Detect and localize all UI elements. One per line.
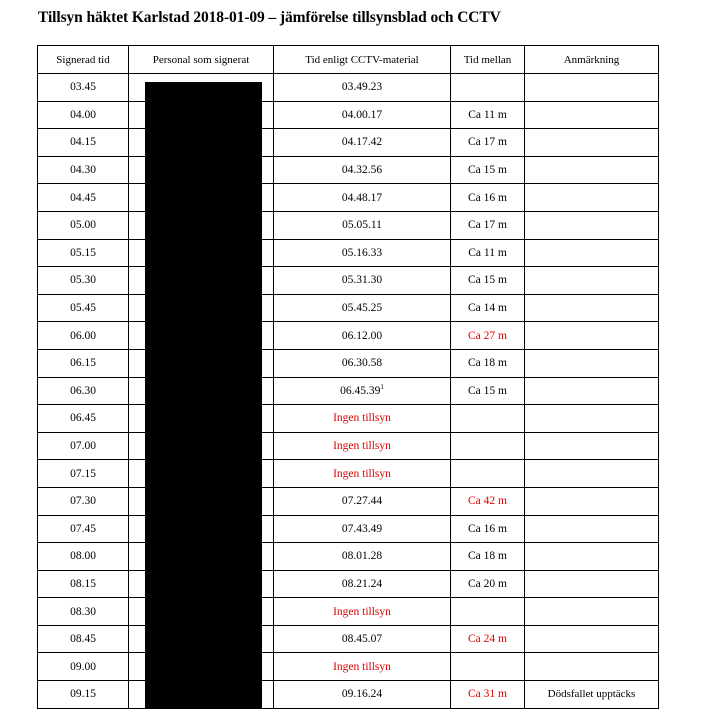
time-between-cell: Ca 27 m <box>451 322 525 350</box>
signed-time-cell: 06.00 <box>38 322 129 350</box>
header-cctv-time: Tid enligt CCTV-material <box>274 46 451 74</box>
cctv-time-cell <box>274 349 451 377</box>
remark-cell <box>525 598 659 626</box>
cctv-time-cell <box>274 322 451 350</box>
cctv-time-value: 04.17.42 <box>341 136 383 149</box>
signed-time-cell: 08.00 <box>38 543 129 571</box>
remark-cell <box>525 460 659 488</box>
time-between-cell: Ca 20 m <box>451 570 525 598</box>
signed-time-cell: 05.15 <box>38 239 129 267</box>
signed-time-cell: 03.45 <box>38 74 129 102</box>
signed-time-cell: 09.00 <box>38 653 129 681</box>
table-row <box>38 681 659 709</box>
cctv-time-value: 04.32.56 <box>341 164 383 177</box>
table-row <box>38 570 659 598</box>
cctv-time-cell <box>274 156 451 184</box>
remark-cell <box>525 101 659 129</box>
time-between-cell <box>451 74 525 102</box>
table-row <box>38 294 659 322</box>
cctv-time-value: 07.27.44 <box>341 495 383 508</box>
cctv-time-value: 05.05.11 <box>342 219 382 232</box>
time-between-cell <box>451 653 525 681</box>
time-between-cell: Ca 16 m <box>451 515 525 543</box>
remark-cell <box>525 487 659 515</box>
cctv-time-value: 08.01.28 <box>341 550 383 563</box>
signed-time-cell: 04.15 <box>38 129 129 157</box>
table-row <box>38 377 659 405</box>
cctv-time-value: 04.00.17 <box>341 108 383 121</box>
cctv-time-cell <box>274 377 451 405</box>
signed-time-cell: 06.15 <box>38 349 129 377</box>
cctv-time-cell <box>274 74 451 102</box>
cctv-time-value: 06.12.00 <box>341 329 383 342</box>
table-row <box>38 129 659 157</box>
remark-cell <box>525 156 659 184</box>
remark-cell <box>525 377 659 405</box>
table-row <box>38 267 659 295</box>
remark-cell <box>525 294 659 322</box>
signed-time-cell: 08.15 <box>38 570 129 598</box>
table-row <box>38 487 659 515</box>
remark-cell <box>525 515 659 543</box>
signed-time-cell: 04.00 <box>38 101 129 129</box>
cctv-time-cell <box>274 598 451 626</box>
signed-time-cell: 05.00 <box>38 211 129 239</box>
cctv-time-cell <box>274 570 451 598</box>
remark-cell <box>525 405 659 433</box>
time-between-cell: Ca 16 m <box>451 184 525 212</box>
remark-cell: Dödsfallet upptäcks <box>525 681 659 709</box>
time-between-cell <box>451 405 525 433</box>
signed-time-cell: 06.45 <box>38 405 129 433</box>
cctv-time-value: Ingen tillsyn <box>333 660 391 673</box>
table-row <box>38 515 659 543</box>
cctv-time-value: 05.31.30 <box>341 274 383 287</box>
cctv-time-value: 06.30.58 <box>341 357 383 370</box>
cctv-time-value: 08.45.07 <box>341 633 383 646</box>
cctv-time-cell <box>274 294 451 322</box>
remark-cell <box>525 74 659 102</box>
cctv-time-cell <box>274 543 451 571</box>
remark-cell <box>525 570 659 598</box>
signed-time-cell: 07.15 <box>38 460 129 488</box>
time-between-cell: Ca 11 m <box>451 101 525 129</box>
remark-cell <box>525 239 659 267</box>
remark-cell <box>525 432 659 460</box>
cctv-time-cell <box>274 405 451 433</box>
cctv-time-cell <box>274 129 451 157</box>
cctv-time-value: 09.16.24 <box>341 688 383 701</box>
time-between-cell: Ca 14 m <box>451 294 525 322</box>
cctv-time-cell <box>274 625 451 653</box>
table-row <box>38 625 659 653</box>
supervision-table <box>37 45 659 709</box>
remark-cell <box>525 543 659 571</box>
cctv-time-value: 05.16.33 <box>341 246 383 259</box>
document-title: Tillsyn häktet Karlstad 2018-01-09 – jämförelse tillsynsblad och CCTV <box>38 9 501 26</box>
signed-time-cell: 08.30 <box>38 598 129 626</box>
table-row <box>38 432 659 460</box>
cctv-time-cell <box>274 211 451 239</box>
time-between-cell <box>451 432 525 460</box>
table-row <box>38 543 659 571</box>
cctv-time-value: Ingen tillsyn <box>333 605 391 618</box>
header-signing-staff: Personal som signerat <box>129 46 274 74</box>
table-row <box>38 211 659 239</box>
remark-cell <box>525 211 659 239</box>
cctv-time-cell <box>274 653 451 681</box>
table-header-row <box>38 46 659 74</box>
cctv-time-value: 03.49.23 <box>341 81 383 94</box>
signed-time-cell: 07.00 <box>38 432 129 460</box>
time-between-cell <box>451 460 525 488</box>
table-row <box>38 74 659 102</box>
redaction-bar <box>145 82 262 708</box>
table-body <box>38 74 659 709</box>
table-row <box>38 460 659 488</box>
remark-cell <box>525 129 659 157</box>
table-row <box>38 184 659 212</box>
header-signed-time: Signerad tid <box>38 46 129 74</box>
signed-time-cell: 07.45 <box>38 515 129 543</box>
remark-cell <box>525 625 659 653</box>
signed-time-cell: 06.30 <box>38 377 129 405</box>
cctv-time-cell <box>274 184 451 212</box>
time-between-cell: Ca 18 m <box>451 349 525 377</box>
signed-time-cell: 04.45 <box>38 184 129 212</box>
header-time-between: Tid mellan <box>451 46 525 74</box>
cctv-time-value: Ingen tillsyn <box>333 440 391 453</box>
cctv-time-value: 07.43.49 <box>341 522 383 535</box>
time-between-cell <box>451 598 525 626</box>
table-row <box>38 156 659 184</box>
time-between-cell: Ca 18 m <box>451 543 525 571</box>
table-row <box>38 653 659 681</box>
time-between-cell: Ca 24 m <box>451 625 525 653</box>
remark-cell <box>525 322 659 350</box>
cctv-time-cell <box>274 101 451 129</box>
time-between-cell: Ca 11 m <box>451 239 525 267</box>
time-between-cell: Ca 15 m <box>451 156 525 184</box>
footnote-marker: 1 <box>380 383 384 391</box>
cctv-time-cell <box>274 681 451 709</box>
cctv-time-value: 04.48.17 <box>341 191 383 204</box>
table-row <box>38 405 659 433</box>
cctv-time-cell <box>274 515 451 543</box>
cctv-time-cell <box>274 239 451 267</box>
remark-cell <box>525 267 659 295</box>
signed-time-cell: 08.45 <box>38 625 129 653</box>
time-between-cell: Ca 42 m <box>451 487 525 515</box>
cctv-time-cell <box>274 267 451 295</box>
cctv-time-value: 05.45.25 <box>341 302 383 315</box>
time-between-cell: Ca 31 m <box>451 681 525 709</box>
cctv-time-value: 06.45.39 <box>340 384 381 397</box>
signed-time-cell: 09.15 <box>38 681 129 709</box>
table-row <box>38 239 659 267</box>
time-between-cell: Ca 15 m <box>451 377 525 405</box>
cctv-time-cell <box>274 487 451 515</box>
remark-cell <box>525 349 659 377</box>
cctv-time-cell <box>274 460 451 488</box>
signed-time-cell: 05.45 <box>38 294 129 322</box>
table-row <box>38 598 659 626</box>
time-between-cell: Ca 17 m <box>451 211 525 239</box>
time-between-cell: Ca 15 m <box>451 267 525 295</box>
table-row <box>38 349 659 377</box>
signed-time-cell: 05.30 <box>38 267 129 295</box>
time-between-cell: Ca 17 m <box>451 129 525 157</box>
cctv-time-value: 08.21.24 <box>341 577 383 590</box>
cctv-time-value: Ingen tillsyn <box>333 467 391 480</box>
cctv-time-cell <box>274 432 451 460</box>
table-row <box>38 322 659 350</box>
cctv-time-value: Ingen tillsyn <box>333 412 391 425</box>
table-row <box>38 101 659 129</box>
remark-cell <box>525 653 659 681</box>
signed-time-cell: 07.30 <box>38 487 129 515</box>
signed-time-cell: 04.30 <box>38 156 129 184</box>
remark-cell <box>525 184 659 212</box>
header-remark: Anmärkning <box>525 46 659 74</box>
